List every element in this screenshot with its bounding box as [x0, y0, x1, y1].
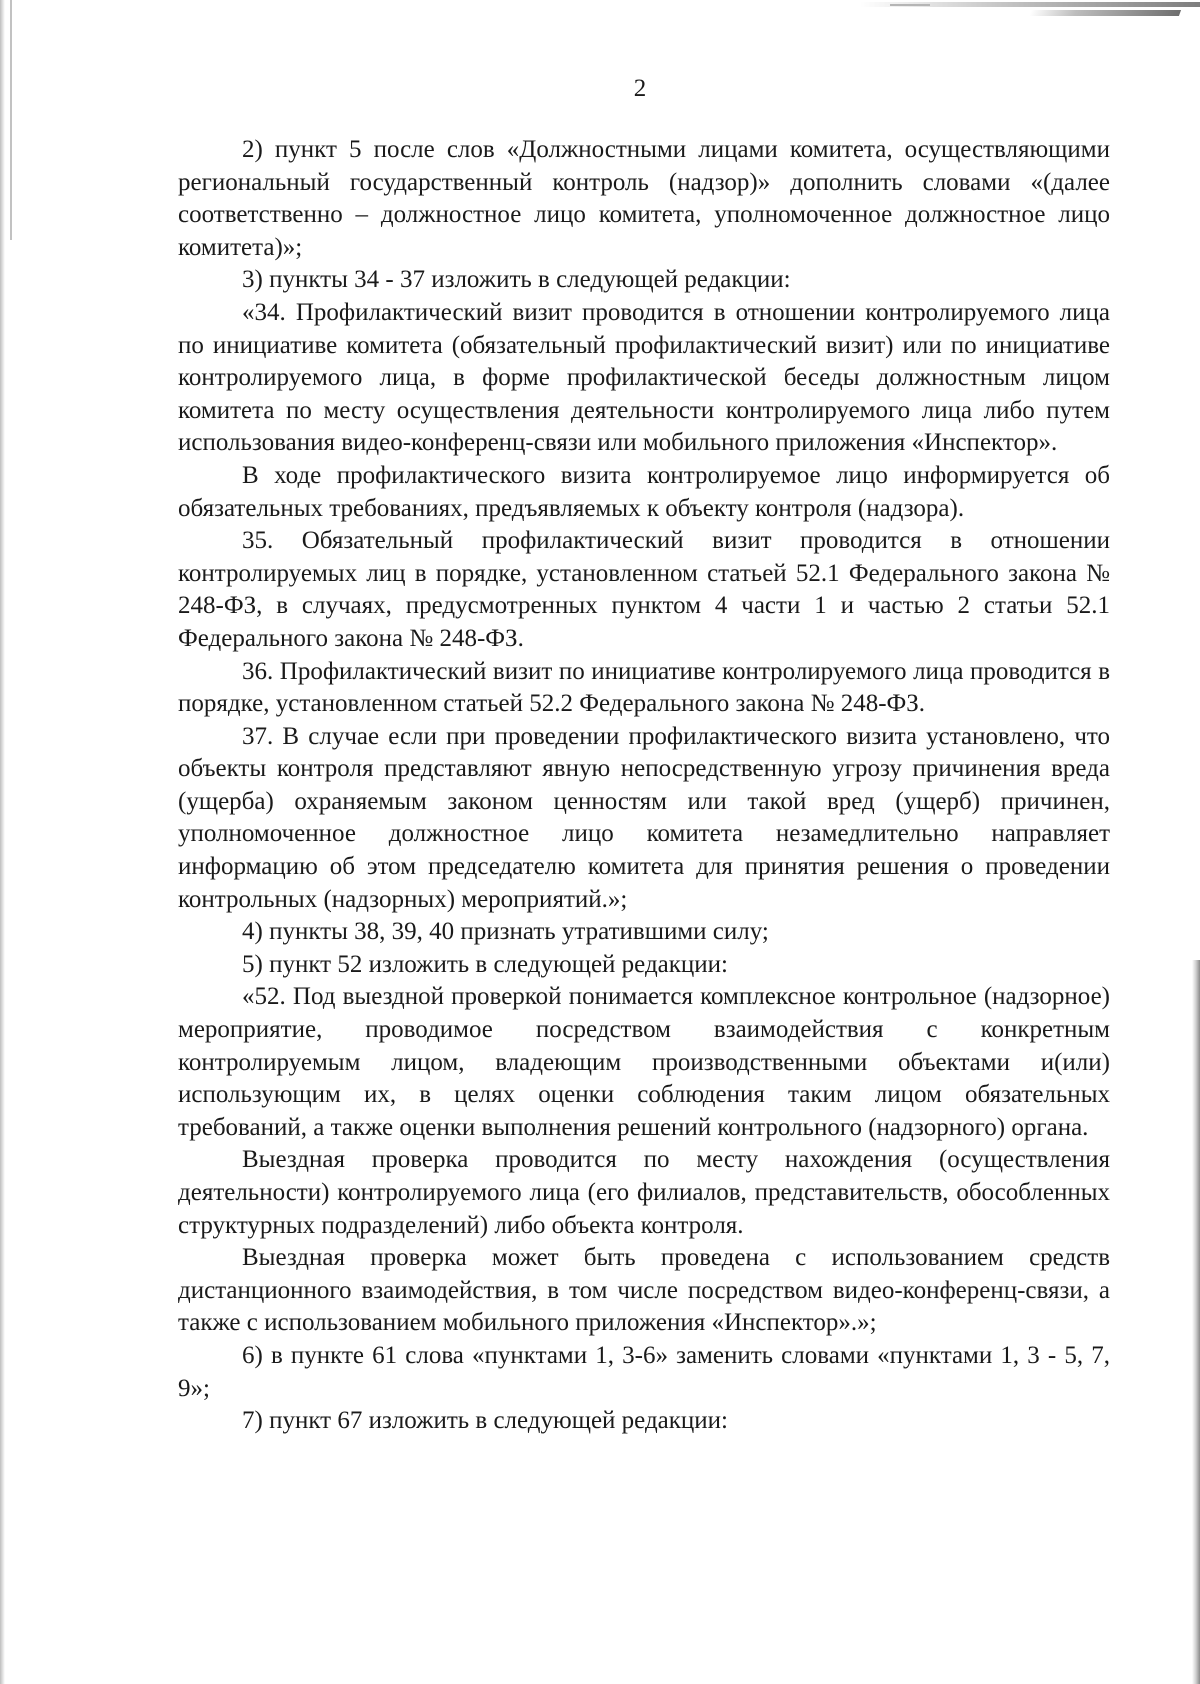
paragraph: Выездная проверка может быть проведена с использованием средств дистанционного взаимодействия, в том числе посредством видео-конференц-связи, а также с использованием мобильного приложения «Инспектор».»;: [178, 1244, 1110, 1337]
paragraph: «52. Под выездной проверкой понимается комплексное контрольное (надзорное) мероприятие, проводимое посредством взаимодействия с конкретным контролируемым лицом, владеющим производственными объектами и(или) использующим их, в целях оценки соблюдения таким лицом обязательных требований, а также оценки выполнения решений контрольного (надзорного) органа.: [178, 983, 1110, 1141]
scan-edge-line-left: [10, 0, 12, 240]
paragraph: 5) пункт 52 изложить в следующей редакции:: [242, 950, 728, 978]
scan-top-streak: [840, 0, 1200, 20]
paragraph: 7) пункт 67 изложить в следующей редакции:: [242, 1407, 728, 1435]
document-body: [178, 134, 1110, 1438]
scan-edge-shadow-right: [1192, 960, 1200, 1684]
page-number: 2: [633, 75, 647, 102]
paragraph: 37. В случае если при проведении профилактического визита установлено, что объекты контроля представляют явную непосредственную угрозу причинения вреда (ущерба) охраняемым законом ценностям или такой вред (ущерб) причинен, уполномоченное должностное лицо комитета незамедлительно направляет информацию об этом председателю комитета для принятия решения о проведении контрольных (надзорных) мероприятий.»;: [178, 722, 1110, 913]
paragraph: 2) пункт 5 после слов «Должностными лицами комитета, осуществляющими региональный государственный контроль (надзор)» дополнить словами «(далее соответственно – должностное лицо комитета, уполномоченное должностное лицо комитета)»;: [178, 136, 1110, 261]
paragraph: 3) пункты 34 - 37 изложить в следующей редакции:: [242, 266, 791, 294]
paragraph: 35. Обязательный профилактический визит проводится в отношении контролируемых лиц в порядке, установленном статьей 52.1 Федерального закона № 248-ФЗ, в случаях, предусмотренных пунктом 4 части 1 и частью 2 статьи 52.1 Федерального закона № 248-ФЗ.: [178, 527, 1110, 652]
paragraph: «34. Профилактический визит проводится в отношении контролируемого лица по инициативе комитета (обязательный профилактический визит) или по инициативе контролируемого лица, в форме профилактической беседы должностным лицом комитета по месту осуществления деятельности контролируемого лица либо путем использования видео-конференц-связи или мобильного приложения «Инспектор».: [178, 298, 1110, 457]
scan-edge-shadow-left: [0, 0, 5, 1684]
paragraph: 4) пункты 38, 39, 40 признать утратившими силу;: [242, 918, 769, 946]
paragraph: 6) в пункте 61 слова «пунктами 1, 3-6» заменить словами «пунктами 1, 3 - 5, 7, 9»;: [178, 1341, 1110, 1402]
paragraph: 36. Профилактический визит по инициативе контролируемого лица проводится в порядке, установленном статьей 52.2 Федерального закона № 248-ФЗ.: [178, 657, 1110, 718]
paragraph: В ходе профилактического визита контролируемое лицо информируется об обязательных требованиях, предъявляемых к объекту контроля (надзора).: [178, 461, 1110, 522]
paragraph: Выездная проверка проводится по месту нахождения (осуществления деятельности) контролируемого лица (его филиалов, представительств, обособленных структурных подразделений) либо объекта контроля.: [178, 1146, 1110, 1239]
